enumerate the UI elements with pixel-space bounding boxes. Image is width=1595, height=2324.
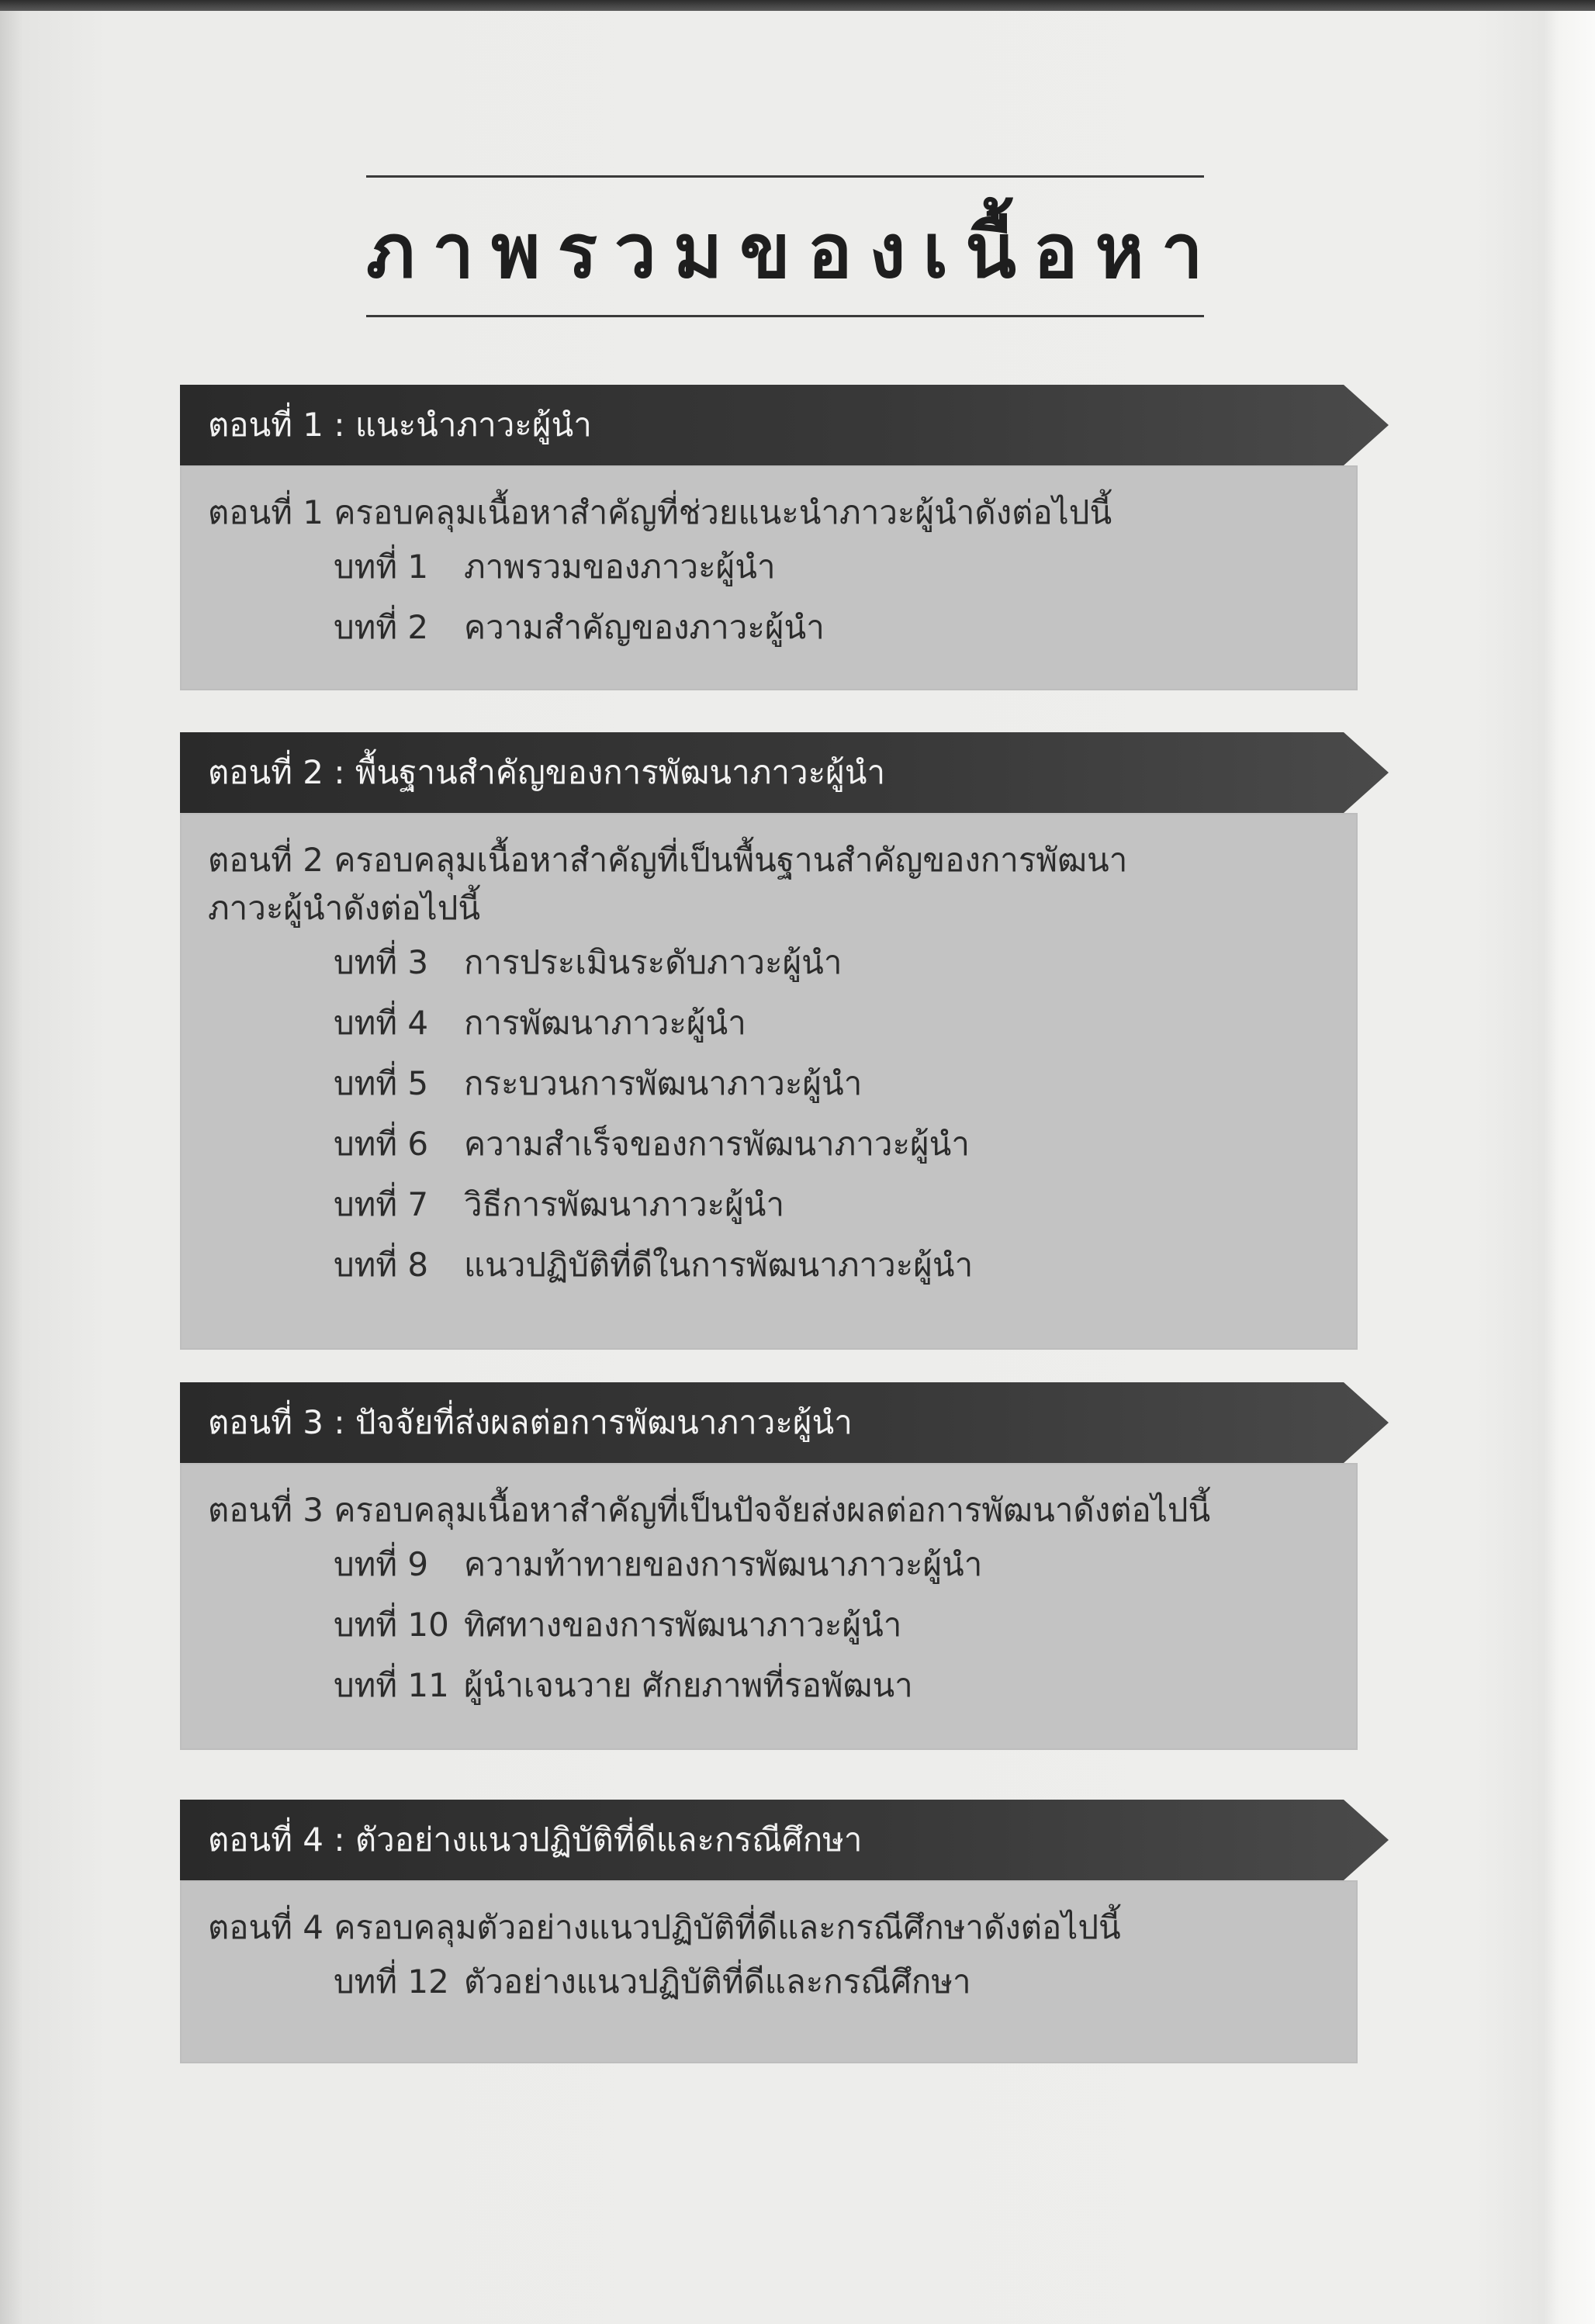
title-block	[366, 175, 1220, 318]
page-title: ภาพรวมของเนื้อหา	[366, 207, 1220, 295]
chapter-item	[334, 1534, 1358, 1595]
section-header: ตอนที่ 2 : พื้นฐานสำคัญของการพัฒนาภาวะผู้นำ	[208, 753, 886, 791]
chapter-number: บทที่ 1	[334, 548, 429, 586]
chapter-title: การประเมินระดับภาวะผู้นำ	[464, 943, 842, 981]
section-header: ตอนที่ 1 : แนะนำภาวะผู้นำ	[208, 406, 592, 444]
chapter-title: ทิศทางของการพัฒนาภาวะผู้นำ	[464, 1606, 902, 1644]
chapter-number: บทที่ 11	[334, 1666, 449, 1704]
chapter-title: ความสำเร็จของการพัฒนาภาวะผู้นำ	[464, 1125, 970, 1163]
chapter-number: บทที่ 10	[334, 1606, 449, 1644]
chapter-item	[334, 1235, 1358, 1295]
chapter-title: ภาพรวมของภาวะผู้นำ	[464, 548, 776, 586]
chapter-item	[334, 537, 1358, 597]
chapter-number: บทที่ 12	[334, 1963, 449, 2001]
chapter-title: วิธีการพัฒนาภาวะผู้นำ	[464, 1185, 785, 1223]
chapter-number: บทที่ 9	[334, 1545, 429, 1583]
section-intro: ตอนที่ 4 ครอบคลุมตัวอย่างแนวปฏิบัติที่ดีและกรณีศึกษาดังต่อไปนี้	[208, 1908, 1121, 1946]
section-header: ตอนที่ 3 : ปัจจัยที่ส่งผลต่อการพัฒนาภาวะผู้นำ	[208, 1403, 853, 1441]
chapter-number: บทที่ 5	[334, 1064, 429, 1102]
chapter-title: ความสำคัญของภาวะผู้นำ	[464, 608, 825, 646]
chapter-item	[334, 1655, 1358, 1716]
title-top-rule	[366, 175, 1204, 178]
chapter-number: บทที่ 6	[334, 1125, 429, 1163]
section-body	[180, 465, 1358, 690]
section-intro: ตอนที่ 2 ครอบคลุมเนื้อหาสำคัญที่เป็นพื้นฐานสำคัญของการพัฒนาภาวะผู้นำดังต่อไปนี้	[208, 841, 1128, 927]
chapter-number: บทที่ 8	[334, 1246, 429, 1284]
section-intro: ตอนที่ 3 ครอบคลุมเนื้อหาสำคัญที่เป็นปัจจัยส่งผลต่อการพัฒนาดังต่อไปนี้	[208, 1491, 1211, 1529]
section-body	[180, 1880, 1358, 2063]
chapter-item	[334, 993, 1358, 1053]
chapter-item	[334, 1114, 1358, 1174]
chapter-item	[334, 597, 1358, 658]
chapter-item	[334, 1053, 1358, 1114]
section-body	[180, 1463, 1358, 1750]
chapter-item	[334, 1174, 1358, 1235]
chapter-number: บทที่ 4	[334, 1004, 429, 1042]
chapter-number: บทที่ 7	[334, 1185, 429, 1223]
section-body	[180, 813, 1358, 1350]
chapter-item	[334, 1952, 1358, 2012]
chapter-title: การพัฒนาภาวะผู้นำ	[464, 1004, 746, 1042]
section-header: ตอนที่ 4 : ตัวอย่างแนวปฏิบัติที่ดีและกรณีศึกษา	[208, 1821, 863, 1859]
chapter-title: ตัวอย่างแนวปฏิบัติที่ดีและกรณีศึกษา	[464, 1963, 971, 2001]
chapter-item	[334, 1595, 1358, 1655]
chapter-title: กระบวนการพัฒนาภาวะผู้นำ	[464, 1064, 863, 1102]
chapter-title: แนวปฏิบัติที่ดีในการพัฒนาภาวะผู้นำ	[464, 1246, 974, 1284]
chapter-title: ความท้าทายของการพัฒนาภาวะผู้นำ	[464, 1545, 983, 1583]
chapter-number: บทที่ 2	[334, 608, 429, 646]
chapter-title: ผู้นำเจนวาย ศักยภาพที่รอพัฒนา	[464, 1666, 913, 1704]
chapter-number: บทที่ 3	[334, 943, 429, 981]
title-bottom-rule	[366, 315, 1204, 317]
chapter-item	[334, 932, 1358, 993]
page-top-edge	[0, 0, 1595, 11]
section-intro: ตอนที่ 1 ครอบคลุมเนื้อหาสำคัญที่ช่วยแนะนำภาวะผู้นำดังต่อไปนี้	[208, 493, 1112, 531]
